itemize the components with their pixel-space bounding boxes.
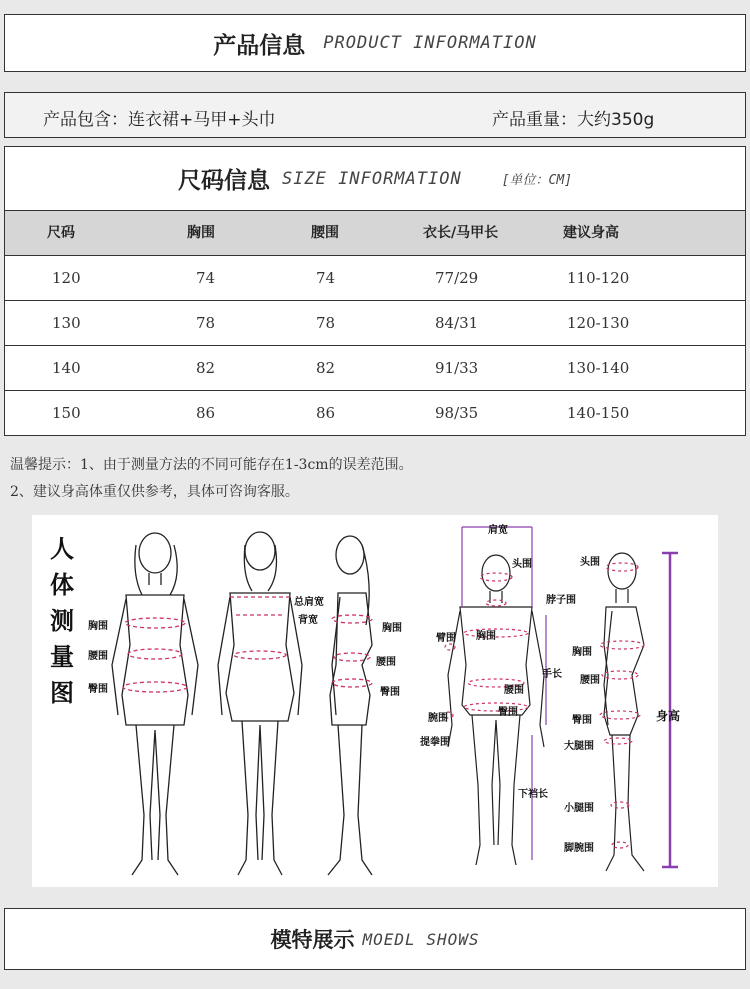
label-waist: 腰围 [504,685,524,696]
cell-length: 84/31 [435,314,479,332]
label-thigh: 大腿围 [564,741,594,752]
label-chest: 胸围 [572,647,592,658]
label-bust: 胸围 [88,621,108,632]
body-figures-illustration [32,515,718,887]
label-wrist: 腕围 [428,713,448,724]
cell-height: 130-140 [567,359,630,377]
model-shows-header [4,908,746,970]
vertical-title-char: 人 [50,535,74,563]
tip-line-2: 2、建议身高体重仅供参考，具体可咨询客服。 [10,484,299,500]
cell-bust: 78 [196,314,216,332]
size-info-header [4,146,746,210]
label-bust: 胸围 [382,623,402,634]
cell-height: 120-130 [567,314,630,332]
cell-waist: 78 [316,314,336,332]
label-head: 头围 [512,559,532,570]
label-neck: 脖子围 [546,595,576,606]
label-hip: 臀围 [572,715,592,726]
product-info-bar [4,92,746,138]
label-arm-length: 手长 [542,669,562,680]
cell-waist: 86 [316,404,336,422]
size-info-title-cn: 尺码信息 [177,168,270,194]
label-shoulder-width: 总肩宽 [294,597,324,608]
product-contents: 产品包含：连衣裙+马甲+头巾 [43,110,276,130]
table-row [5,390,745,435]
label-inseam: 下裆长 [518,789,548,800]
column-header-size: 尺码 [47,225,75,241]
size-table [4,210,746,436]
column-header-length: 衣长/马甲长 [423,225,499,241]
cell-size: 120 [52,269,81,287]
cell-waist: 74 [316,269,336,287]
cell-size: 140 [52,359,81,377]
table-row [5,255,745,300]
size-info-title-en: SIZE INFORMATION [281,168,462,189]
body-measurement-chart [32,515,718,887]
label-waist: 腰围 [376,657,396,668]
label-hip: 臀围 [380,687,400,698]
table-row [5,345,745,390]
table-row [5,300,745,345]
column-header-bust: 胸围 [187,225,215,241]
tips-block [10,452,745,506]
column-header-waist: 腰围 [311,225,339,241]
vertical-title-char: 测 [50,607,74,635]
model-shows-title-cn: 模特展示 [270,928,355,952]
cell-bust: 86 [196,404,216,422]
size-unit-label: [单位：CM] [501,173,573,188]
cell-length: 98/35 [435,404,479,422]
product-weight: 产品重量：大约350g [492,110,655,130]
column-header-height: 建议身高 [563,225,619,241]
product-info-title-en: PRODUCT INFORMATION [323,33,537,53]
cell-bust: 74 [196,269,216,287]
vertical-title-char: 图 [50,679,74,707]
label-shoulder: 肩宽 [488,525,508,536]
label-arm: 臂围 [436,633,456,644]
cell-length: 91/33 [435,359,479,377]
tip-line-1: 温馨提示：1、由于测量方法的不同可能存在1-3cm的误差范围。 [10,457,413,473]
cell-height: 140-150 [567,404,630,422]
label-hip: 臀围 [88,684,108,695]
cell-length: 77/29 [435,269,479,287]
cell-bust: 82 [196,359,216,377]
vertical-title-char: 体 [50,571,74,599]
label-chest: 胸围 [476,631,496,642]
cell-height: 110-120 [567,269,630,287]
label-hip: 臀围 [498,707,518,718]
label-back-width: 背宽 [298,615,318,626]
label-height: 身高 [656,709,681,723]
cell-size: 130 [52,314,81,332]
cell-size: 150 [52,404,81,422]
label-waist: 腰围 [88,651,108,662]
vertical-title-char: 量 [50,643,74,671]
label-waist: 腰围 [580,675,600,686]
label-ankle: 脚腕围 [564,843,594,854]
model-shows-title-en: MOEDL SHOWS [362,929,480,949]
product-info-header [4,14,746,72]
table-header-row [5,211,745,255]
label-calf: 小腿围 [564,803,594,814]
label-fist: 提拳围 [420,737,450,748]
cell-waist: 82 [316,359,336,377]
label-head: 头围 [580,557,600,568]
product-info-title-cn: 产品信息 [213,32,306,59]
